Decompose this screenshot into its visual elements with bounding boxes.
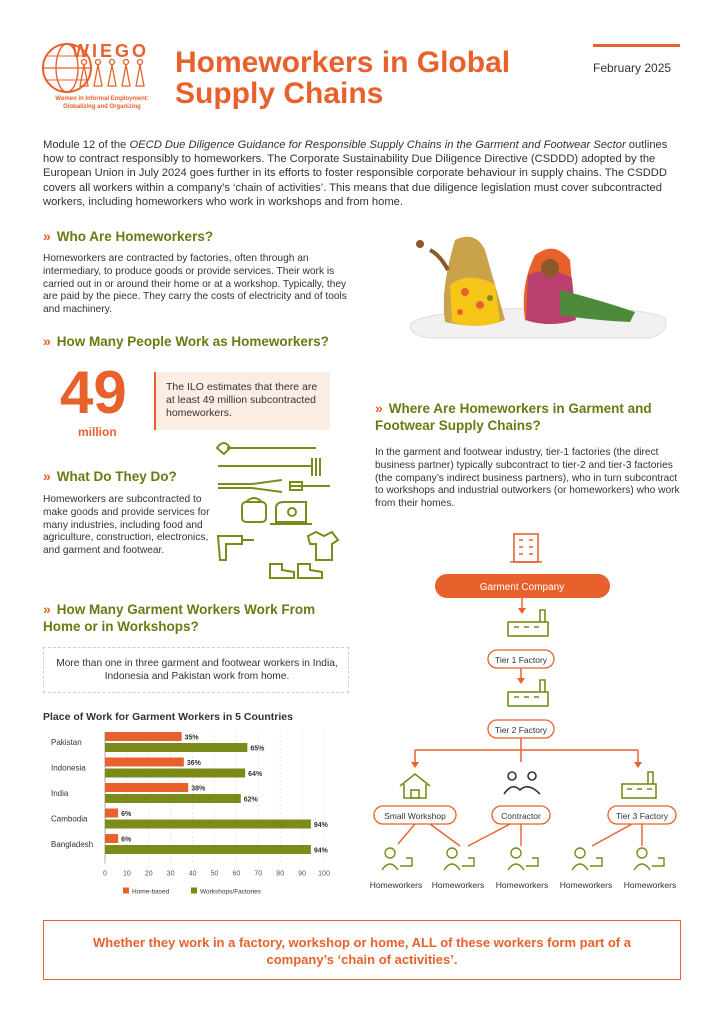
big-number-unit: million bbox=[78, 425, 117, 439]
tier1-factory-label: Tier 1 Factory bbox=[494, 655, 548, 665]
intro-text-2: outlines how to contract responsibly to homeworkers. The Corporate Sustainability Due Diligence Directive (CSDDD) adopted by the European Union in July 2024 goes further in its efforts to foster responsible corporate behaviour in supply chains. The CSDDD covers all workers within a company’s ‘chain of activities’. This means that due diligence legislation must cover subcontracted workers, including homeworkers who work in workshops and from home. bbox=[43, 139, 668, 208]
bar-home-based bbox=[105, 809, 118, 818]
bar-workshops-factories bbox=[105, 769, 245, 778]
data-label: 64% bbox=[248, 771, 263, 778]
x-tick-label: 20 bbox=[144, 870, 153, 878]
publication-date: February 2025 bbox=[593, 61, 672, 75]
small-workshop-label: Small Workshop bbox=[384, 811, 446, 821]
homeworker-icon-1 bbox=[382, 848, 412, 870]
legend-swatch bbox=[123, 888, 129, 894]
big-number: 49 bbox=[60, 359, 127, 426]
tier1-factory-icon bbox=[508, 610, 548, 636]
homeworkers-label-1: Homeworkers bbox=[369, 880, 423, 890]
data-label: 6% bbox=[121, 836, 132, 844]
legend-label: Home-based bbox=[132, 888, 170, 896]
who-paragraph: Homeworkers are contracted by factories, often through an intermediary, to produce goods or provide services. Their work is carried out in or around their home or at a workshop. Typically, they are paid by the piece. They carry the costs of electricity and of tools and machinery. bbox=[43, 253, 347, 316]
data-label: 94% bbox=[313, 847, 328, 855]
drill-icon bbox=[218, 536, 254, 560]
ilo-callout-text: The ILO estimates that there are at least 49 million subcontracted homeworkers. bbox=[166, 381, 318, 419]
section-heading-garment-home bbox=[43, 601, 343, 635]
x-tick-label: 50 bbox=[210, 870, 219, 878]
x-tick-label: 10 bbox=[123, 870, 131, 878]
date-rule bbox=[593, 44, 680, 47]
x-tick-label: 60 bbox=[232, 870, 241, 878]
what-paragraph: Homeworkers are subcontracted to make goods and provide services for many industries, including food and agriculture, construction, electronics, and garment and footwear. bbox=[43, 494, 210, 557]
logo-wordmark: WIEGO bbox=[72, 41, 149, 61]
homeworkers-label-2: Homeworkers bbox=[431, 880, 485, 890]
logo-tagline-line2: Globalizing and Organizing bbox=[63, 104, 141, 110]
section-heading-who bbox=[43, 228, 373, 245]
section-heading-where bbox=[375, 400, 685, 434]
homeworker-icon-5 bbox=[634, 848, 664, 870]
x-tick-label: 0 bbox=[103, 870, 107, 878]
place-of-work-chart bbox=[43, 726, 343, 896]
logo-tagline bbox=[46, 95, 158, 111]
rake-icon bbox=[218, 458, 320, 476]
chevron-icon: » bbox=[375, 400, 383, 416]
legend-swatch bbox=[191, 888, 197, 894]
intro-paragraph bbox=[43, 138, 688, 209]
boots-icon bbox=[270, 564, 322, 578]
intro-text-1: Module 12 of the bbox=[43, 139, 130, 151]
category-label: Cambodia bbox=[51, 814, 88, 824]
data-label: 35% bbox=[184, 734, 199, 742]
chart-title: Place of Work for Garment Workers in 5 Countries bbox=[43, 711, 293, 723]
homeworkers-label-4: Homeworkers bbox=[559, 880, 613, 890]
contractor-label: Contractor bbox=[501, 811, 541, 821]
category-label: Indonesia bbox=[51, 763, 86, 773]
page-title: Homeworkers in Global Supply Chains bbox=[175, 46, 511, 110]
homeworker-icon-3 bbox=[508, 848, 538, 870]
sewing-machine-icon bbox=[270, 502, 312, 524]
x-tick-label: 70 bbox=[254, 870, 263, 878]
heading-where-text: Where Are Homeworkers in Garment and Footwear Supply Chains? bbox=[375, 401, 652, 433]
bar-home-based bbox=[105, 834, 118, 843]
heading-how-many-text: How Many People Work as Homeworkers? bbox=[56, 334, 329, 349]
pliers-icon bbox=[218, 480, 282, 492]
homeworkers-illustration bbox=[400, 230, 680, 340]
x-tick-label: 40 bbox=[188, 870, 197, 878]
tshirt-icon bbox=[308, 532, 338, 560]
bar-home-based bbox=[105, 732, 182, 741]
tier2-factory-label: Tier 2 Factory bbox=[494, 725, 548, 735]
data-label: 36% bbox=[186, 760, 201, 767]
shovel-icon bbox=[217, 443, 316, 454]
category-label: India bbox=[51, 789, 69, 798]
logo-tagline-line1: Women in Informal Employment: bbox=[55, 96, 149, 102]
homeworkers-label-3: Homeworkers bbox=[495, 880, 549, 890]
footer-callout-text: Whether they work in a factory, workshop or home, ALL of these workers form part of a company’s ‘chain of activities’. bbox=[93, 935, 631, 967]
heading-what-text: What Do They Do? bbox=[56, 469, 177, 484]
heading-garment-home-text: How Many Garment Workers Work From Home or in Workshops? bbox=[43, 602, 316, 634]
data-label: 38% bbox=[191, 785, 206, 793]
chevron-icon: » bbox=[43, 333, 51, 349]
oecd-guidance-title: OECD Due Diligence Guidance for Responsible Supply Chains in the Garment and Footwear Sector bbox=[129, 139, 626, 151]
supply-chain-diagram bbox=[360, 528, 690, 898]
bar-home-based bbox=[105, 783, 188, 792]
x-tick-label: 30 bbox=[166, 870, 175, 878]
lunchbox-icon bbox=[242, 498, 266, 522]
small-workshop-icon bbox=[400, 774, 430, 798]
where-paragraph: In the garment and footwear industry, tier-1 factories (the direct business partner) typically subcontract to tier-2 and tier-3 factories (the company’s indirect business partners), who in turn subcontract to workshops and industrial outworkers (or homeworkers) who work from their homes. bbox=[375, 447, 680, 510]
screwdriver-icon bbox=[290, 482, 330, 490]
stat-callout-text: More than one in three garment and footwear workers in India, Indonesia and Pakistan work from home. bbox=[56, 658, 338, 682]
x-tick-label: 90 bbox=[298, 870, 306, 878]
tier2-factory-icon bbox=[508, 680, 548, 706]
homeworkers-label-5: Homeworkers bbox=[623, 880, 677, 890]
tier3-factory-icon bbox=[622, 772, 656, 798]
data-label: 65% bbox=[250, 745, 265, 753]
homeworker-icon-4 bbox=[572, 848, 602, 870]
x-tick-label: 100 bbox=[318, 870, 330, 878]
x-tick-label: 80 bbox=[276, 870, 285, 878]
bar-workshops-factories bbox=[105, 845, 311, 854]
chevron-icon: » bbox=[43, 228, 51, 244]
data-label: 6% bbox=[121, 811, 132, 818]
bar-workshops-factories bbox=[105, 743, 247, 752]
tools-icons-illustration bbox=[212, 436, 342, 586]
category-label: Bangladesh bbox=[51, 840, 94, 849]
homeworker-icon-2 bbox=[444, 848, 474, 870]
bar-workshops-factories bbox=[105, 820, 311, 829]
data-label: 94% bbox=[313, 822, 328, 829]
section-heading-how-many bbox=[43, 333, 383, 350]
bar-home-based bbox=[105, 758, 184, 767]
category-label: Pakistan bbox=[51, 738, 82, 747]
bar-workshops-factories bbox=[105, 794, 241, 803]
contractor-icon bbox=[504, 772, 540, 794]
chevron-icon: » bbox=[43, 601, 51, 617]
heading-who-text: Who Are Homeworkers? bbox=[56, 229, 214, 244]
company-building-icon bbox=[510, 534, 542, 562]
legend-label: Workshops/Factories bbox=[200, 888, 261, 896]
data-label: 62% bbox=[243, 796, 258, 804]
tier3-factory-label: Tier 3 Factory bbox=[615, 811, 669, 821]
chevron-icon: » bbox=[43, 468, 51, 484]
garment-company-label: Garment Company bbox=[479, 582, 565, 593]
